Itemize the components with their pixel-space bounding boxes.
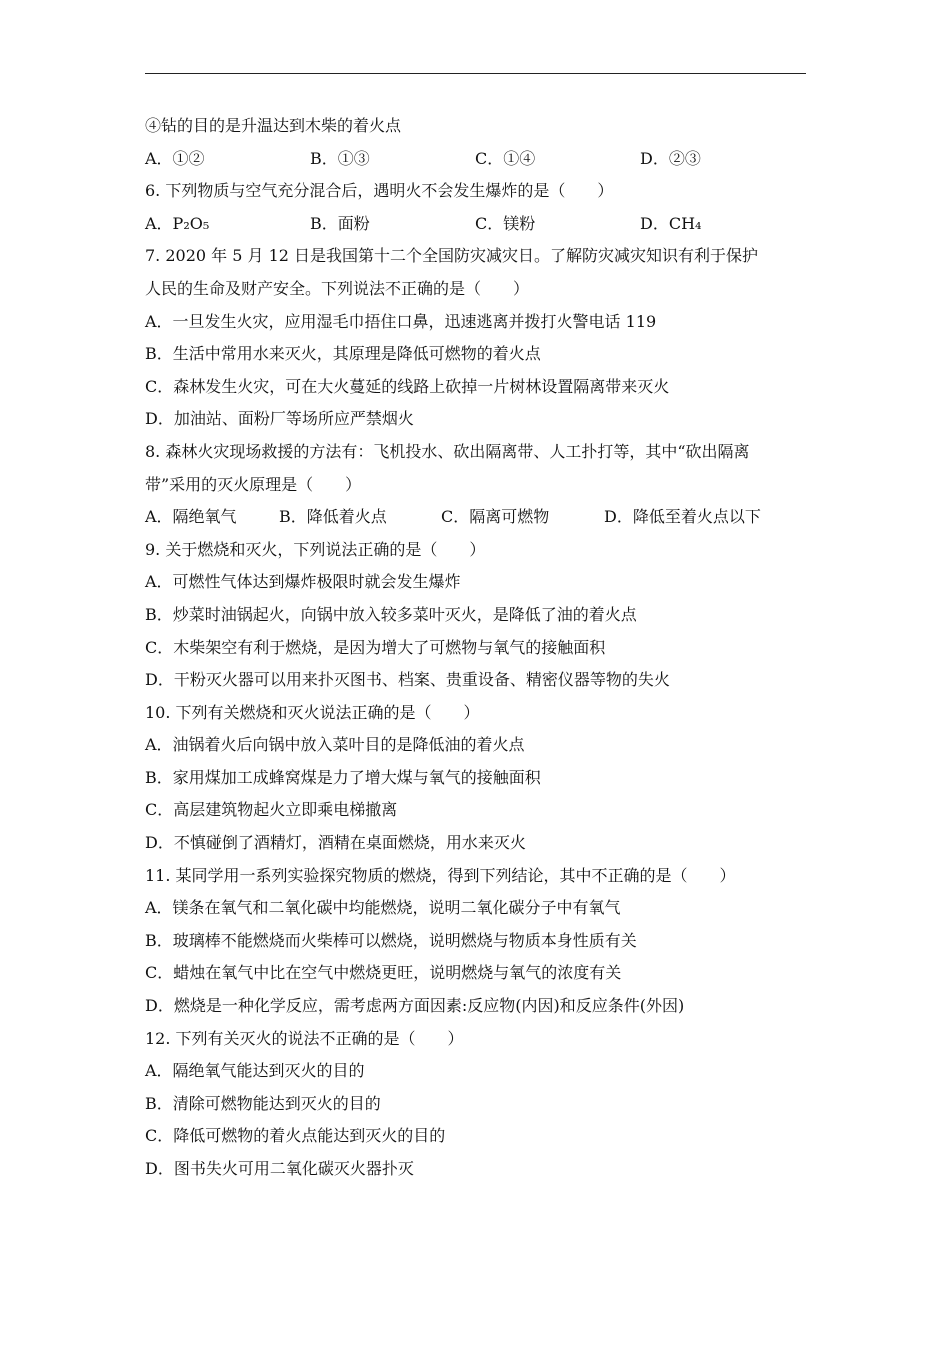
- document-body: [145, 110, 810, 1186]
- q11-option-c: C．蜡烛在氧气中比在空气中燃烧更旺，说明燃烧与氧气的浓度有关: [145, 963, 622, 983]
- q9-option-d: D．干粉灭火器可以用来扑灭图书、档案、贵重设备、精密仪器等物的失火: [145, 670, 670, 690]
- q10-option-b: B．家用煤加工成蜂窝煤是力了增大煤与氧气的接触面积: [145, 767, 541, 787]
- q5-option-b: B．①③: [310, 148, 370, 168]
- q11-option-d: D．燃烧是一种化学反应，需考虑两方面因素:反应物(内因)和反应条件(外因): [145, 996, 685, 1016]
- q8-option-b: B．降低着火点: [279, 507, 387, 527]
- q9-stem: 9. 关于燃烧和灭火，下列说法正确的是（ ）: [145, 539, 486, 559]
- q12-option-b: B．清除可燃物能达到灭火的目的: [145, 1093, 381, 1113]
- q5-option-a: A．①②: [145, 148, 205, 168]
- q11-option-b: B．玻璃棒不能燃烧而火柴棒可以燃烧，说明燃烧与物质本身性质有关: [145, 930, 637, 950]
- q5-option-c: C．①④: [475, 148, 536, 168]
- q8-options: [145, 501, 810, 534]
- q12-stem: 12. 下列有关灭火的说法不正确的是（ ）: [145, 1028, 464, 1048]
- q8-stem-line2: 带”采用的灭火原理是（ ）: [145, 474, 362, 494]
- q9-option-a: A．可燃性气体达到爆炸极限时就会发生爆炸: [145, 572, 461, 592]
- q10-option-c: C．高层建筑物起火立即乘电梯撤离: [145, 800, 398, 820]
- q8-option-d: D．降低至着火点以下: [604, 507, 761, 527]
- q12-option-d: D．图书失火可用二氧化碳灭火器扑灭: [145, 1159, 414, 1178]
- q6-option-b: B．面粉: [310, 213, 370, 233]
- q6-option-c: C．镁粉: [475, 213, 536, 233]
- q7-option-b: B．生活中常用水来灭火，其原理是降低可燃物的着火点: [145, 344, 541, 364]
- q5-options: [145, 143, 810, 176]
- q5-option-d: D．②③: [640, 148, 701, 168]
- q7-option-d: D．加油站、面粉厂等场所应严禁烟火: [145, 409, 414, 429]
- q11-option-a: A．镁条在氧气和二氧化碳中均能燃烧，说明二氧化碳分子中有氧气: [145, 898, 621, 918]
- q7-stem-line2: 人民的生命及财产安全。下列说法不正确的是（ ）: [145, 278, 530, 298]
- q12-option-a: A．隔绝氧气能达到灭火的目的: [145, 1061, 365, 1081]
- q6-option-d: D．CH₄: [640, 213, 702, 233]
- q8-option-c: C．隔离可燃物: [441, 507, 550, 527]
- header-rule: [145, 73, 806, 74]
- q7-option-a: A．一旦发生火灾，应用湿毛巾捂住口鼻，迅速逃离并拨打火警电话 119: [145, 311, 657, 331]
- q8-option-a: A．隔绝氧气: [145, 507, 237, 527]
- q11-stem: 11. 某同学用一系列实验探究物质的燃烧，得到下列结论，其中不正确的是（ ）: [145, 865, 736, 885]
- q12-option-c: C．降低可燃物的着火点能达到灭火的目的: [145, 1126, 446, 1146]
- q10-option-d: D．不慎碰倒了酒精灯，酒精在桌面燃烧，用水来灭火: [145, 833, 526, 853]
- q8-stem-line1: 8. 森林火灾现场救援的方法有：飞机投水、砍出隔离带、人工扑打等，其中“砍出隔离: [145, 441, 750, 461]
- q6-option-a: A．P₂O₅: [145, 213, 210, 233]
- q5-statement-4: ④钻的目的是升温达到木柴的着火点: [145, 116, 402, 135]
- q6-options: [145, 208, 810, 241]
- q10-option-a: A．油锅着火后向锅中放入菜叶目的是降低油的着火点: [145, 735, 525, 755]
- q7-stem-line1: 7. 2020 年 5 月 12 日是我国第十二个全国防灾减灾日。了解防灾减灾知识有利于保护: [145, 246, 759, 266]
- q6-stem: 6. 下列物质与空气充分混合后，遇明火不会发生爆炸的是（ ）: [145, 181, 614, 201]
- q9-option-b: B．炒菜时油锅起火，向锅中放入较多菜叶灭火，是降低了油的着火点: [145, 604, 637, 624]
- q7-option-c: C．森林发生火灾，可在大火蔓延的线路上砍掉一片树林设置隔离带来灭火: [145, 376, 670, 396]
- q9-option-c: C．木柴架空有利于燃烧，是因为增大了可燃物与氧气的接触面积: [145, 637, 606, 657]
- q10-stem: 10. 下列有关燃烧和灭火说法正确的是（ ）: [145, 702, 480, 722]
